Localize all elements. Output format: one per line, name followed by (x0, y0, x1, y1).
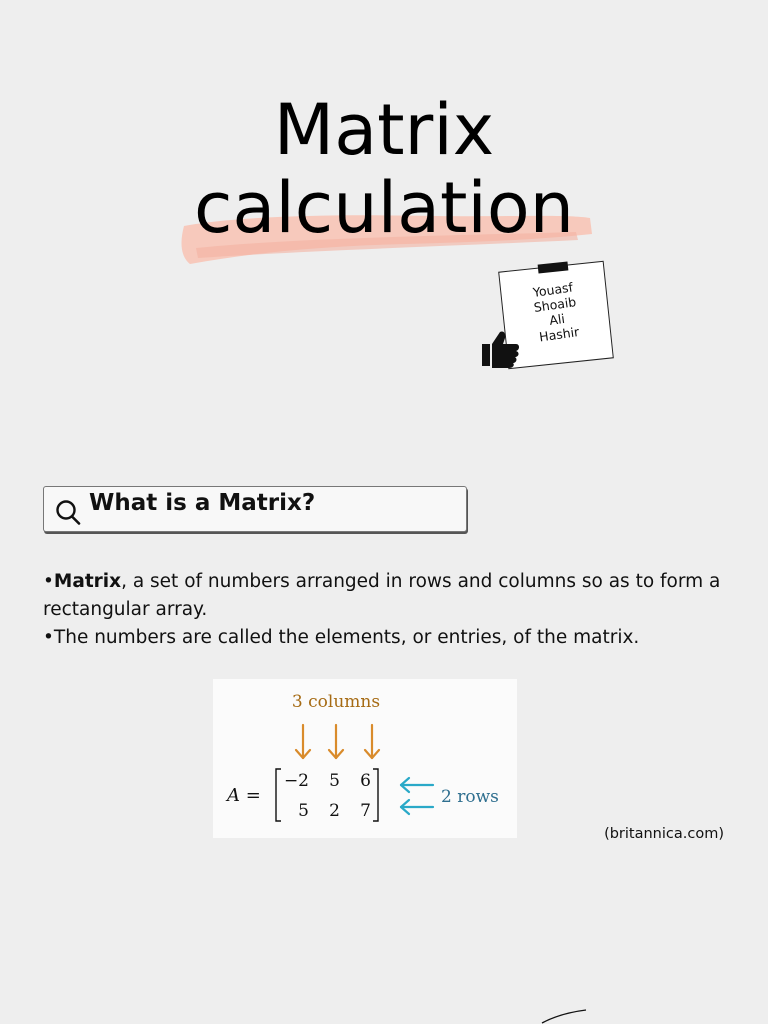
author-note (476, 258, 626, 376)
source-credit: (britannica.com) (604, 826, 724, 842)
column-arrows (296, 725, 379, 758)
left-arrow-icon (401, 778, 433, 792)
matrix-figure (213, 679, 517, 838)
section-heading: What is a Matrix? (89, 490, 316, 516)
down-arrow-icon (296, 725, 310, 758)
row-arrows (401, 778, 433, 814)
author-name: Youasf (531, 279, 574, 300)
matrix-cell: 2 (329, 801, 340, 821)
left-bracket (276, 769, 281, 821)
author-name: Shoaib (532, 294, 578, 315)
left-arrow-icon (401, 800, 433, 814)
matrix-cell: 5 (298, 801, 309, 821)
matrix-cell: 5 (329, 771, 340, 791)
decorative-squiggle (540, 1004, 600, 1024)
matrix-cell: 6 (360, 771, 371, 791)
matrix-diagram (213, 679, 517, 838)
down-arrow-icon (365, 725, 379, 758)
rows-label: 2 rows (441, 787, 499, 807)
author-name: Ali (548, 310, 566, 328)
author-name: Hashir (538, 324, 581, 345)
columns-label: 3 columns (291, 692, 381, 712)
title-line-1: Matrix (273, 89, 495, 171)
thumbs-up-icon (478, 326, 522, 370)
bullet-item: •Matrix, a set of numbers arranged in rows and columns so as to form a rectangular array. (43, 571, 721, 620)
bullet-item: •The numbers are called the elements, or entries, of the matrix. (43, 627, 640, 648)
matrix-cell: 7 (360, 801, 371, 821)
bold-term: Matrix (53, 571, 122, 592)
definition-text (43, 568, 733, 652)
matrix-cell: −2 (283, 771, 309, 791)
down-arrow-icon (329, 725, 343, 758)
right-bracket (373, 769, 378, 821)
search-icon (54, 497, 82, 525)
section-heading-box (43, 486, 467, 532)
matrix-lhs: A = (227, 785, 261, 806)
title-line-2: calculation (193, 167, 575, 249)
